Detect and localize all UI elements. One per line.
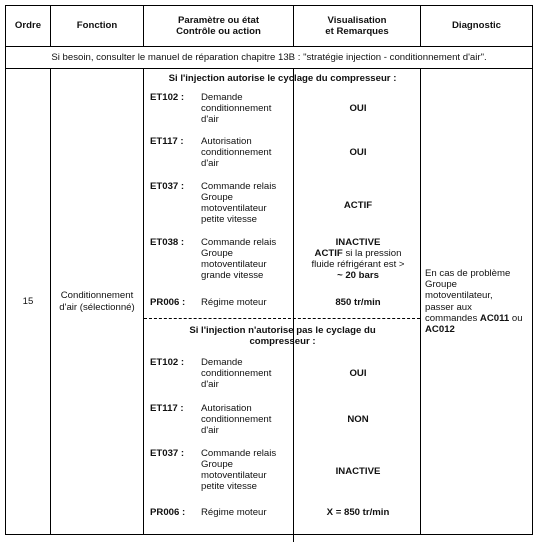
item-et038-a <box>144 237 421 281</box>
ordre-cell <box>6 69 51 535</box>
diagnostic-cell <box>421 69 533 535</box>
item-code: ET038 : <box>150 237 185 248</box>
desc-line: Groupe <box>201 459 233 471</box>
fonction-cell <box>51 69 144 535</box>
desc-line: grande vitesse <box>201 270 264 282</box>
header-visualisation-line1: Visualisation <box>327 14 387 26</box>
item-value: OUI <box>349 103 367 114</box>
desc-line: d'air <box>201 379 219 391</box>
item-et117-b <box>144 403 421 436</box>
desc-line: Groupe <box>201 248 233 260</box>
item-code: ET117 : <box>150 403 184 414</box>
desc-line: d'air <box>201 114 219 126</box>
desc-line: motoventilateur <box>201 470 267 482</box>
diag-line5-text: commandes <box>425 312 480 324</box>
desc-line: motoventilateur <box>201 259 267 271</box>
header-visualisation-line2: et Remarques <box>325 26 389 37</box>
item-pr006-a <box>144 297 421 308</box>
desc-line: Commande relais <box>201 181 277 192</box>
desc-line: d'air <box>201 158 219 170</box>
note-row <box>6 47 533 69</box>
desc-line: Demande <box>201 92 243 103</box>
diag-command-ac012: AC012 <box>425 323 455 335</box>
item-desc <box>201 448 289 492</box>
note-cell <box>6 47 533 69</box>
item-desc <box>201 92 289 125</box>
header-visualisation <box>294 6 421 47</box>
item-code: ET102 : <box>150 92 185 103</box>
section2-title-line1: Si l'injection n'autorise pas le cyclage du <box>189 325 376 336</box>
item-extra-text: si la pression <box>342 248 402 260</box>
desc-line: Groupe <box>201 192 233 204</box>
header-ordre: Ordre <box>6 6 51 47</box>
diag-line2: Groupe <box>425 279 457 291</box>
desc-line: conditionnement <box>201 368 272 380</box>
desc-line: conditionnement <box>201 103 272 115</box>
item-desc <box>201 136 289 169</box>
section1-title: Si l'injection autorise le cyclage du compresseur : <box>168 73 397 84</box>
desc-line: conditionnement <box>201 147 272 159</box>
item-et037-a <box>144 181 421 225</box>
item-value-block <box>295 237 421 281</box>
desc-line: petite vitesse <box>201 214 257 226</box>
item-desc <box>201 297 289 308</box>
desc-line: Demande <box>201 357 243 368</box>
test-row-15 <box>6 69 533 535</box>
desc-line: Autorisation <box>201 403 252 414</box>
diag-command-ac011: AC011 <box>479 312 510 324</box>
diag-line1: En cas de problème <box>425 268 511 280</box>
ordre-value: 15 <box>22 295 34 307</box>
item-value: NON <box>347 414 369 425</box>
item-code: ET102 : <box>150 357 185 368</box>
item-value: 850 tr/min <box>335 297 381 308</box>
diag-line3: motoventilateur, <box>425 290 493 302</box>
item-et037-b <box>144 448 421 492</box>
column-divider <box>293 68 294 542</box>
item-code: ET037 : <box>150 181 185 192</box>
fonction-line2: d'air (sélectionné) <box>59 301 135 313</box>
item-value: OUI <box>349 147 367 158</box>
diagnostic-table <box>5 5 533 535</box>
item-desc <box>201 507 289 518</box>
header-fonction: Fonction <box>51 6 144 47</box>
item-et102-a <box>144 92 421 125</box>
diag-line5 <box>425 313 528 324</box>
parametre-visualisation-cell <box>144 69 421 535</box>
item-value: OUI <box>349 368 367 379</box>
desc-line: Commande relais <box>201 237 277 248</box>
item-desc <box>201 357 289 390</box>
desc-line: Autorisation <box>201 136 252 147</box>
header-parametre <box>144 6 294 47</box>
section2-title <box>144 325 421 347</box>
section-cyclage-non-autorise <box>144 319 420 534</box>
item-code: PR006 : <box>150 507 186 518</box>
header-row <box>6 6 533 47</box>
section2-title-line2: compresseur : <box>249 336 316 348</box>
item-extra-line3: ~ 20 bars <box>337 270 379 282</box>
desc-line: petite vitesse <box>201 481 257 493</box>
item-extra-bold: ACTIF <box>314 248 343 260</box>
diag-line5-suffix: ou <box>509 312 523 324</box>
desc-line: conditionnement <box>201 414 272 426</box>
item-extra-line2: fluide réfrigérant est > <box>311 259 405 271</box>
item-value: ACTIF <box>343 200 373 211</box>
header-parametre-line1: Paramètre ou état <box>177 14 260 26</box>
item-value: X = 850 tr/min <box>326 507 390 518</box>
item-value: INACTIVE <box>335 237 381 248</box>
item-extra-line1 <box>295 248 421 259</box>
desc-line: Régime moteur <box>201 507 267 518</box>
item-et117-a <box>144 136 421 169</box>
item-code: ET117 : <box>150 136 184 147</box>
header-diagnostic: Diagnostic <box>421 6 533 47</box>
item-code: PR006 : <box>150 297 186 308</box>
item-desc <box>201 403 289 436</box>
item-et102-b <box>144 357 421 390</box>
diag-line4: passer aux <box>425 301 472 313</box>
note-text: Si besoin, consulter le manuel de réparation chapitre 13B : "stratégie injection - conditionnement d'air". <box>51 51 487 63</box>
section-cyclage-autorise <box>144 69 420 318</box>
diag-line6 <box>425 324 528 335</box>
desc-line: d'air <box>201 425 219 437</box>
desc-line: Commande relais <box>201 448 277 459</box>
desc-line: Régime moteur <box>201 297 267 308</box>
item-code: ET037 : <box>150 448 185 459</box>
item-value: INACTIVE <box>335 466 381 477</box>
item-pr006-b <box>144 507 421 518</box>
header-parametre-line2: Contrôle ou action <box>176 26 261 37</box>
desc-line: motoventilateur <box>201 203 267 215</box>
item-desc <box>201 237 289 281</box>
item-desc <box>201 181 289 225</box>
fonction-line1: Conditionnement <box>60 290 134 302</box>
